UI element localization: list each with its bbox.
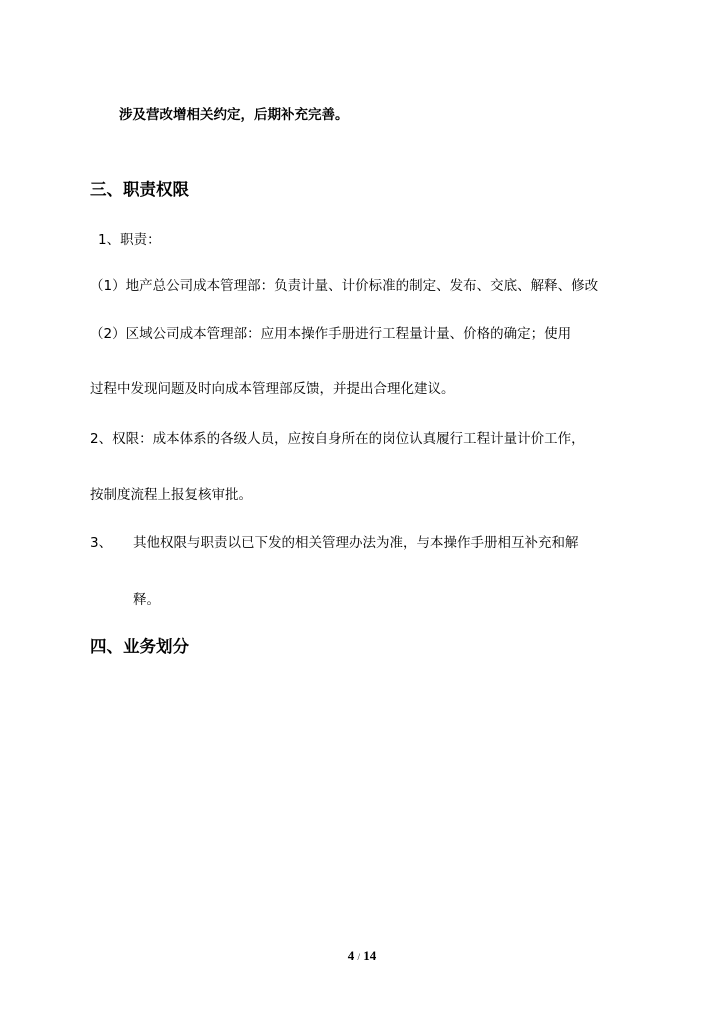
other-item-text: 其他权限与职责以已下发的相关管理办法为准，与本操作手册相互补充和解 bbox=[133, 535, 579, 551]
section-heading-3: 三、职责权限 bbox=[90, 180, 189, 199]
duty-item-title: 1、职责： bbox=[98, 232, 161, 248]
duty-sub-item-2-continued: 过程中发现问题及时向成本管理部反馈，并提出合理化建议。 bbox=[90, 381, 455, 397]
other-item-number: 3、 bbox=[90, 535, 113, 551]
total-pages-number: 14 bbox=[363, 948, 377, 963]
continuation-paragraph: 涉及营改增相关约定，后期补充完善。 bbox=[119, 107, 349, 123]
authority-item-continued: 按制度流程上报复核审批。 bbox=[90, 487, 252, 503]
page-separator: / bbox=[357, 952, 360, 962]
page-number bbox=[0, 948, 724, 964]
authority-item: 2、权限：成本体系的各级人员，应按自身所在的岗位认真履行工程计量计价工作， bbox=[90, 431, 585, 447]
other-item-text-continued: 释。 bbox=[133, 592, 160, 608]
section-heading-4: 四、业务划分 bbox=[90, 637, 189, 656]
duty-sub-item-2: （2）区域公司成本管理部：应用本操作手册进行工程量计量、价格的确定；使用 bbox=[90, 326, 572, 342]
duty-sub-item-1: （1）地产总公司成本管理部：负责计量、计价标准的制定、发布、交底、解释、修改 bbox=[90, 278, 599, 294]
current-page-number: 4 bbox=[347, 948, 355, 963]
